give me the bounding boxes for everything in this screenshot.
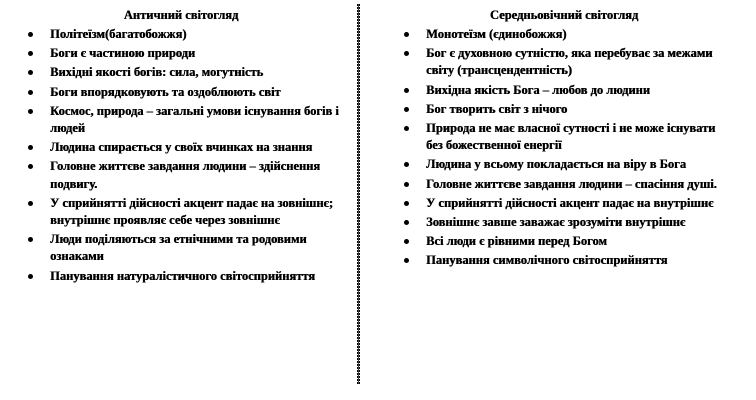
bullet-icon [28, 145, 33, 150]
list-item-text: Боги є частиною природи [50, 46, 196, 61]
list-item [22, 64, 340, 81]
list-item [22, 103, 340, 137]
column-divider [357, 4, 360, 384]
bullet-icon [404, 220, 409, 225]
medieval-worldview-title: Середньовічний світогляд [489, 8, 639, 22]
list-item [398, 82, 730, 99]
list-item-text: Панування символічного світосприйняття [426, 253, 668, 268]
ancient-worldview-list [22, 26, 340, 285]
list-item [398, 45, 730, 79]
medieval-worldview-column [398, 6, 730, 272]
bullet-icon [28, 32, 33, 37]
ancient-worldview-title: Античний світогляд [123, 8, 239, 22]
bullet-icon [28, 51, 33, 56]
list-item [398, 101, 730, 118]
list-item-text: У сприйнятті дійсності акцент падає на внутрішнє [426, 195, 714, 210]
bullet-icon [404, 162, 409, 167]
list-item-text: Зовнішнє завше заважає зрозуміти внутрішнє [426, 215, 686, 230]
bullet-icon [404, 126, 409, 131]
list-item-text: Панування натуралістичного світосприйняття [50, 268, 315, 283]
list-item [398, 156, 730, 173]
bullet-icon [404, 258, 409, 263]
bullet-icon [28, 109, 33, 114]
list-item [22, 231, 340, 265]
list-item-text: Вихідні якості богів: сила, могутність [50, 65, 264, 80]
list-item-text: Вихідна якість Бога – любов до людини [426, 82, 650, 97]
list-item-text: Природа не має власної сутності і не може існувати без божественної енергії [426, 121, 716, 153]
list-item [22, 45, 340, 62]
medieval-worldview-list [398, 26, 730, 270]
bullet-icon [404, 201, 409, 206]
list-item-text: Люди поділяються за етнічними та родовими ознаками [50, 232, 307, 264]
list-item-text: Головне життєве завдання людини – здійснення подвигу. [50, 159, 321, 191]
list-item [22, 268, 340, 285]
list-item-text: Головне життєве завдання людини – спасіння душі. [426, 176, 717, 191]
list-item [398, 252, 730, 269]
list-item [22, 26, 340, 43]
bullet-icon [28, 201, 33, 206]
list-item-text: Бог творить світ з нічого [426, 101, 568, 116]
list-item [398, 195, 730, 212]
list-item [22, 139, 340, 156]
list-item [398, 176, 730, 193]
list-item [398, 120, 730, 154]
bullet-icon [404, 32, 409, 37]
ancient-worldview-column [22, 6, 340, 287]
list-item-text: Монотеїзм (єдинобожжя) [426, 27, 567, 41]
list-item-text: Всі люди є рівними перед Богом [426, 234, 607, 249]
bullet-icon [28, 90, 33, 95]
list-item [22, 84, 340, 101]
bullet-icon [28, 274, 33, 279]
list-item [398, 233, 730, 250]
bullet-icon [28, 237, 33, 242]
bullet-icon [28, 70, 33, 75]
list-item-text: Космос, природа – загальні умови існування богів і людей [50, 103, 339, 136]
bullet-icon [404, 182, 409, 187]
bullet-icon [404, 107, 409, 112]
list-item-text: Бог є духовною сутністю, яка перебуває за межами світу (трансцендентність) [426, 46, 713, 78]
list-item [398, 26, 730, 43]
bullet-icon [28, 164, 33, 169]
bullet-icon [404, 88, 409, 93]
list-item [22, 195, 340, 229]
bullet-icon [404, 239, 409, 244]
list-item-text: Боги впорядковують та оздоблюють світ [50, 84, 281, 99]
column-divider-line [358, 4, 359, 384]
list-item-text: Людина спирається у своїх вчинках на знання [50, 140, 313, 155]
bullet-icon [404, 51, 409, 56]
list-item [398, 214, 730, 231]
list-item-text: У сприйнятті дійсності акцент падає на зовнішнє; внутрішнє проявляє себе через зовнішнє [50, 195, 333, 228]
list-item-text: Людина у всьому покладається на віру в Бога [426, 157, 686, 172]
list-item-text: Політеїзм(багатобожжя) [50, 27, 187, 41]
list-item [22, 158, 340, 192]
